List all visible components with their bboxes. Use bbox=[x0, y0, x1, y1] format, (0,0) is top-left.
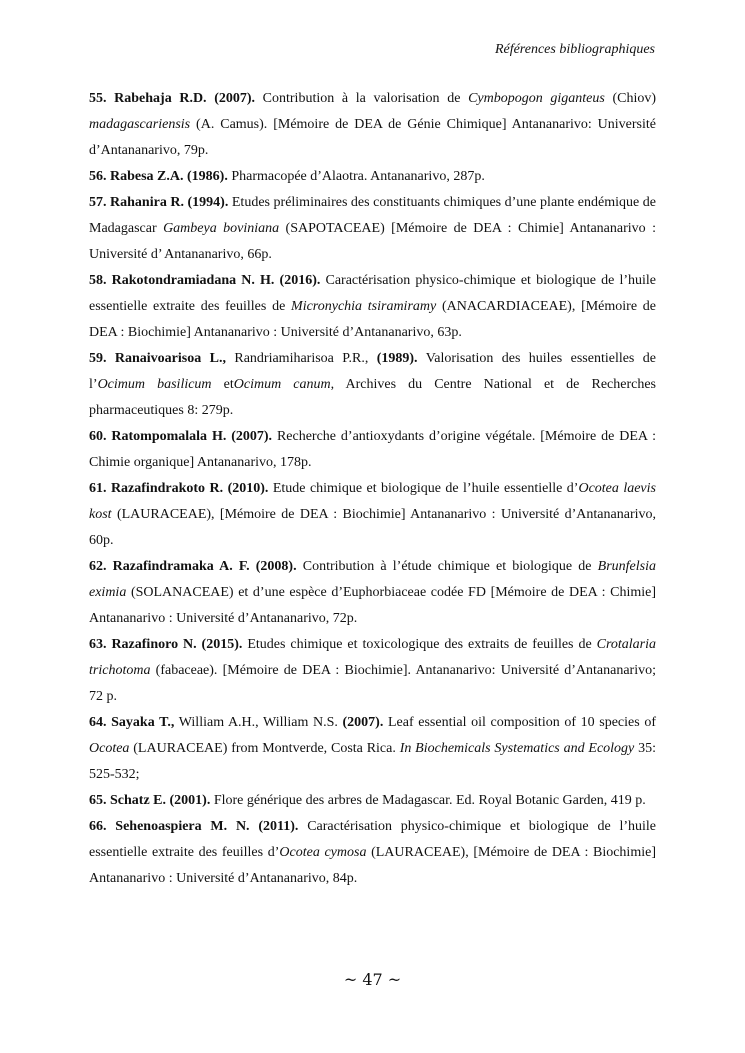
reference-italic: Ocimum basilicum bbox=[97, 377, 212, 392]
reference-italic: Ocotea laevis kost bbox=[89, 481, 656, 522]
reference-list bbox=[89, 86, 656, 892]
reference-text: Contribution à l’étude chimique et biologique de bbox=[296, 559, 598, 574]
reference-author: (1989). bbox=[376, 351, 418, 366]
reference-entry bbox=[89, 476, 656, 554]
reference-text: , Archives du Centre National et de Recherches pharmaceutiques 8: 279p. bbox=[89, 377, 656, 418]
reference-italic: Ocimum canum bbox=[233, 377, 331, 392]
reference-text: (LAURACEAE), [Mémoire de DEA : Biochimie] Antananarivo : Université d’Antananarivo, 84p. bbox=[89, 845, 656, 886]
reference-text: Etude chimique et biologique de l’huile essentielle d’ bbox=[268, 481, 579, 496]
reference-text: Recherche d’antioxydants d’origine végétale. [Mémoire de DEA : Chimie organique] Antananarivo, 178p. bbox=[89, 429, 656, 470]
reference-italic: Brunfelsia eximia bbox=[89, 559, 656, 600]
reference-author: 65. Schatz E. (2001). bbox=[89, 793, 211, 808]
reference-text: (ANACARDIACEAE), [Mémoire de DEA : Biochimie] Antananarivo : Université d’Antananarivo, 63p. bbox=[89, 299, 656, 340]
reference-text: Flore générique des arbres de Madagascar. Ed. Royal Botanic Garden, 419 p. bbox=[210, 793, 646, 808]
reference-author: 64. Sayaka T., bbox=[89, 715, 175, 730]
reference-entry bbox=[89, 710, 656, 788]
reference-italic: Cymbopogon giganteus bbox=[468, 91, 605, 106]
reference-italic: Ocotea cymosa bbox=[279, 845, 367, 860]
reference-text: (SOLANACEAE) et d’une espèce d’Euphorbiaceae codée FD [Mémoire de DEA : Chimie] Antananarivo : Université d’Antananarivo, 72p. bbox=[89, 585, 656, 626]
reference-text: (Chiov) bbox=[604, 91, 657, 106]
reference-text: (SAPOTACEAE) [Mémoire de DEA : Chimie] Antananarivo : Université d’ Antananarivo, 66p. bbox=[89, 221, 656, 262]
reference-text: Randriamiharisoa P.R., bbox=[225, 351, 377, 366]
reference-text: et bbox=[211, 377, 234, 392]
reference-entry bbox=[89, 632, 656, 710]
reference-italic: madagascariensis bbox=[89, 117, 191, 132]
reference-author: 61. Razafindrakoto R. (2010). bbox=[89, 481, 269, 496]
reference-text: Leaf essential oil composition of 10 species of bbox=[383, 715, 656, 730]
reference-text: Etudes préliminaires des constituants chimiques d’une plante endémique de Madagascar bbox=[89, 195, 656, 236]
running-header: Références bibliographiques bbox=[494, 42, 655, 57]
reference-text: Caractérisation physico-chimique et biologique de l’huile essentielle extraite des feuilles de bbox=[89, 273, 656, 314]
reference-entry bbox=[89, 554, 656, 632]
reference-entry bbox=[89, 346, 656, 424]
reference-entry bbox=[89, 788, 656, 814]
page-number: ~ 47 ~ bbox=[343, 970, 402, 989]
reference-entry bbox=[89, 190, 656, 268]
reference-author: 60. Ratompomalala H. (2007). bbox=[89, 429, 273, 444]
reference-text: Etudes chimique et toxicologique des extraits de feuilles de bbox=[242, 637, 597, 652]
reference-text: Contribution à la valorisation de bbox=[255, 91, 469, 106]
reference-author: 57. Rahanira R. (1994). bbox=[89, 195, 229, 210]
reference-italic: Micronychia tsiramiramy bbox=[291, 299, 437, 314]
reference-text: Valorisation des huiles essentielles de l’ bbox=[89, 351, 656, 392]
reference-entry bbox=[89, 86, 656, 164]
reference-text: (A. Camus). [Mémoire de DEA de Génie Chimique] Antananarivo: Université d’Antananarivo, 79p. bbox=[89, 117, 656, 158]
reference-text: (LAURACEAE), [Mémoire de DEA : Biochimie] Antananarivo : Université d’Antananarivo, 60p. bbox=[89, 507, 656, 548]
reference-italic: Crotalaria trichotoma bbox=[89, 637, 656, 678]
reference-author: 55. Rabehaja R.D. (2007). bbox=[89, 91, 256, 106]
reference-text: (fabaceae). [Mémoire de DEA : Biochimie]. Antananarivo: Université d’Antananarivo; 72 p. bbox=[89, 663, 656, 704]
reference-italic: Gambeya boviniana bbox=[163, 221, 280, 236]
reference-italic: In Biochemicals Systematics and Ecology bbox=[399, 741, 635, 756]
reference-entry bbox=[89, 814, 656, 892]
reference-text: Caractérisation physico-chimique et biologique de l’huile essentielle extraite des feuilles d’ bbox=[89, 819, 657, 860]
reference-author: (2007). bbox=[342, 715, 384, 730]
reference-text: (LAURACEAE) from Montverde, Costa Rica. bbox=[129, 741, 400, 756]
reference-entry bbox=[89, 424, 656, 476]
reference-author: 59. Ranaivoarisoa L., bbox=[89, 351, 226, 366]
reference-text: 35: 525-532; bbox=[89, 741, 656, 782]
reference-text: William A.H., William N.S. bbox=[174, 715, 343, 730]
reference-author: 66. Sehenoaspiera M. N. (2011). bbox=[89, 819, 299, 834]
reference-italic: Ocotea bbox=[89, 741, 130, 756]
reference-author: 63. Razafinoro N. (2015). bbox=[89, 637, 243, 652]
reference-author: 62. Razafindramaka A. F. (2008). bbox=[89, 559, 297, 574]
reference-entry bbox=[89, 164, 656, 190]
reference-text: Pharmacopée d’Alaotra. Antananarivo, 287p. bbox=[227, 169, 485, 184]
reference-entry bbox=[89, 268, 656, 346]
reference-author: 56. Rabesa Z.A. (1986). bbox=[89, 169, 228, 184]
reference-author: 58. Rakotondramiadana N. H. (2016). bbox=[89, 273, 321, 288]
